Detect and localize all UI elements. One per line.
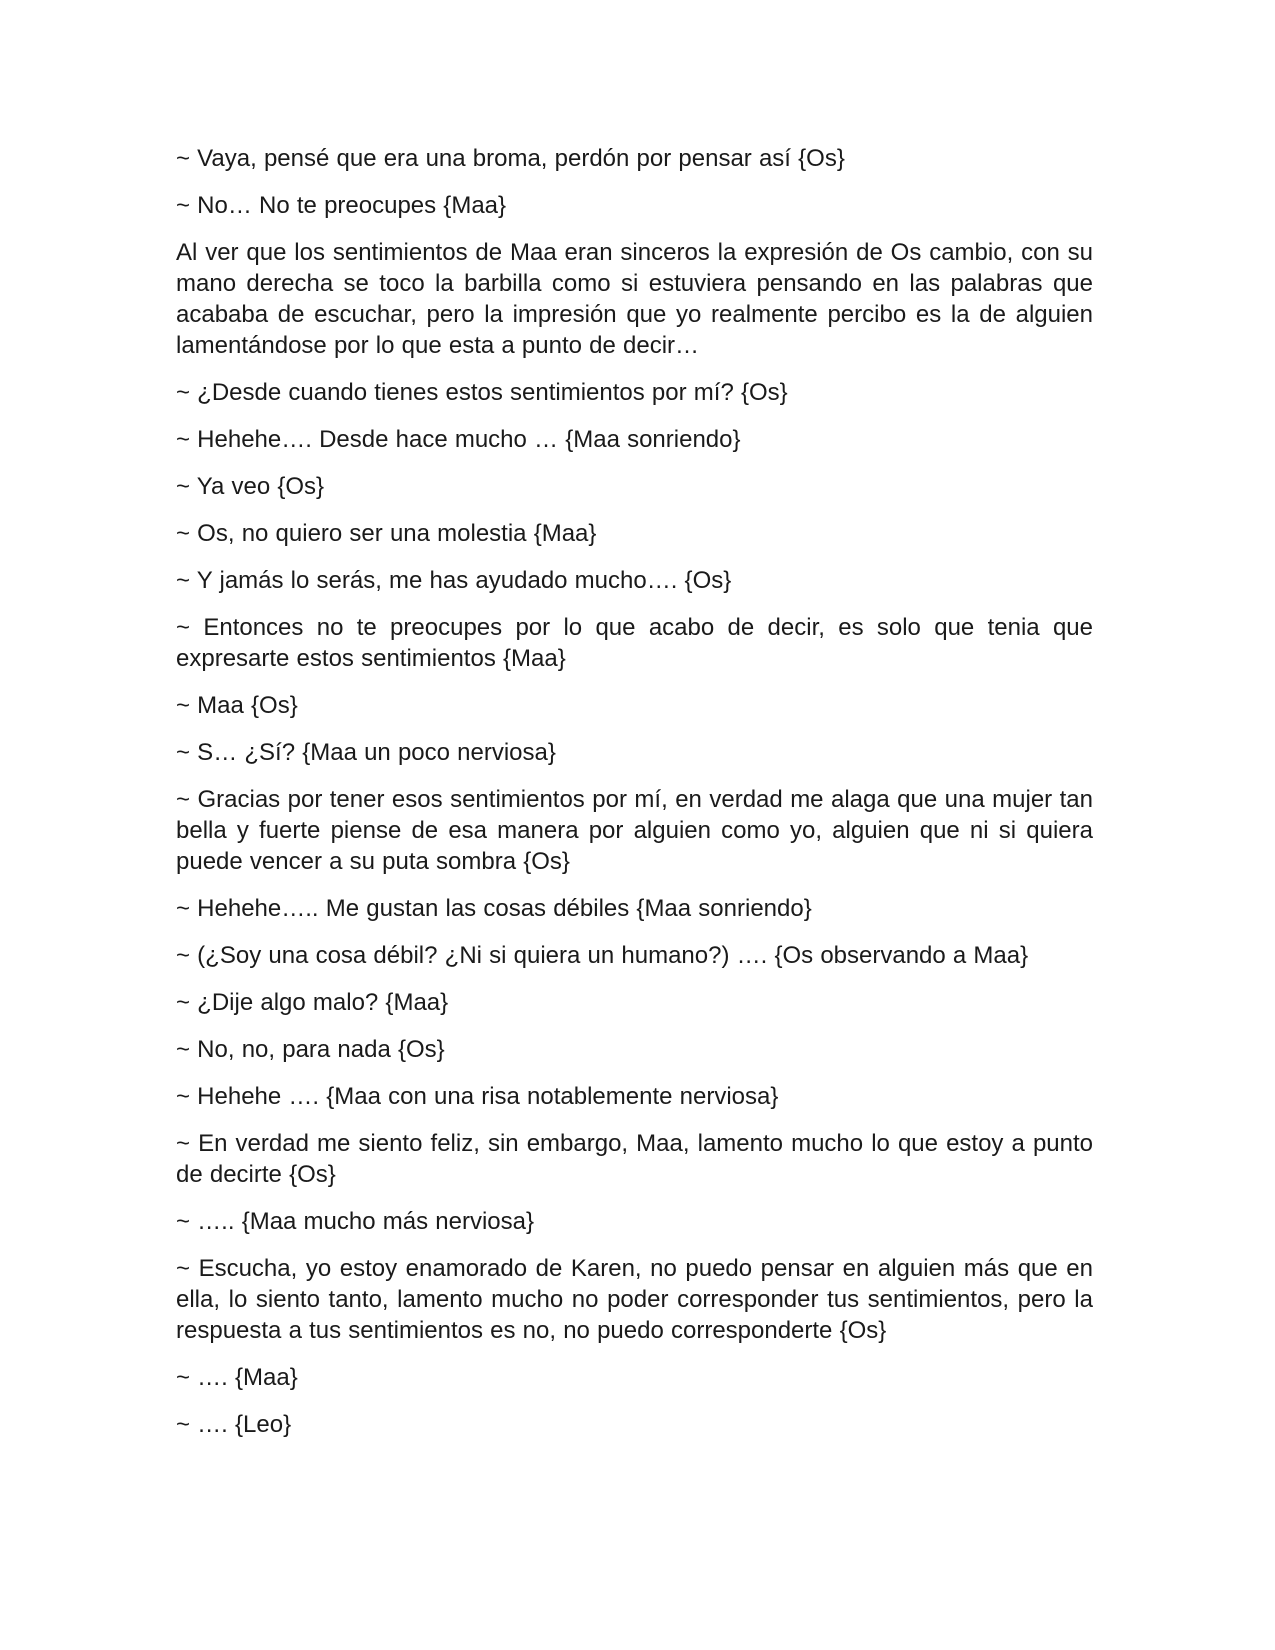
paragraph: ~ ….. {Maa mucho más nerviosa} xyxy=(176,1208,534,1235)
paragraph: ~ ¿Desde cuando tienes estos sentimientos por mí? {Os} xyxy=(176,379,788,406)
paragraph: ~ Maa {Os} xyxy=(176,692,298,719)
document-body xyxy=(176,143,1093,1456)
paragraph: ~ Y jamás lo serás, me has ayudado mucho…. {Os} xyxy=(176,567,732,594)
paragraph: ~ No… No te preocupes {Maa} xyxy=(176,192,507,219)
paragraph: ~ S… ¿Sí? {Maa un poco nerviosa} xyxy=(176,739,556,766)
paragraph: Al ver que los sentimientos de Maa eran sinceros la expresión de Os cambio, con su mano derecha se toco la barbilla como si estuviera pensando en las palabras que acababa de escuchar, pero la impresión que yo realmente percibo es la de alguien lamentándose por lo que esta a punto de decir… xyxy=(176,239,1093,359)
paragraph: ~ Vaya, pensé que era una broma, perdón por pensar así {Os} xyxy=(176,145,845,172)
paragraph: ~ (¿Soy una cosa débil? ¿Ni si quiera un humano?) …. {Os observando a Maa} xyxy=(176,942,1029,969)
paragraph: ~ Gracias por tener esos sentimientos por mí, en verdad me alaga que una mujer tan bella y fuerte piense de esa manera por alguien como yo, alguien que ni si quiera puede vencer a su puta sombra {Os} xyxy=(176,786,1093,875)
paragraph: ~ En verdad me siento feliz, sin embargo, Maa, lamento mucho lo que estoy a punto de decirte {Os} xyxy=(176,1130,1093,1188)
paragraph: ~ Hehehe…. Desde hace mucho … {Maa sonriendo} xyxy=(176,426,741,453)
paragraph: ~ Hehehe….. Me gustan las cosas débiles {Maa sonriendo} xyxy=(176,895,812,922)
paragraph: ~ Escucha, yo estoy enamorado de Karen, no puedo pensar en alguien más que en ella, lo siento tanto, lamento mucho no poder corresponder tus sentimientos, pero la respuesta a tus sentimientos es no, no puedo corresponderte {Os} xyxy=(176,1255,1093,1344)
paragraph: ~ Os, no quiero ser una molestia {Maa} xyxy=(176,520,597,547)
paragraph: ~ Entonces no te preocupes por lo que acabo de decir, es solo que tenia que expresarte estos sentimientos {Maa} xyxy=(176,614,1093,672)
paragraph: ~ Hehehe …. {Maa con una risa notablemente nerviosa} xyxy=(176,1083,779,1110)
paragraph: ~ …. {Maa} xyxy=(176,1364,298,1391)
paragraph: ~ Ya veo {Os} xyxy=(176,473,325,500)
paragraph: ~ ¿Dije algo malo? {Maa} xyxy=(176,989,449,1016)
paragraph: ~ No, no, para nada {Os} xyxy=(176,1036,445,1063)
paragraph: ~ …. {Leo} xyxy=(176,1411,292,1438)
